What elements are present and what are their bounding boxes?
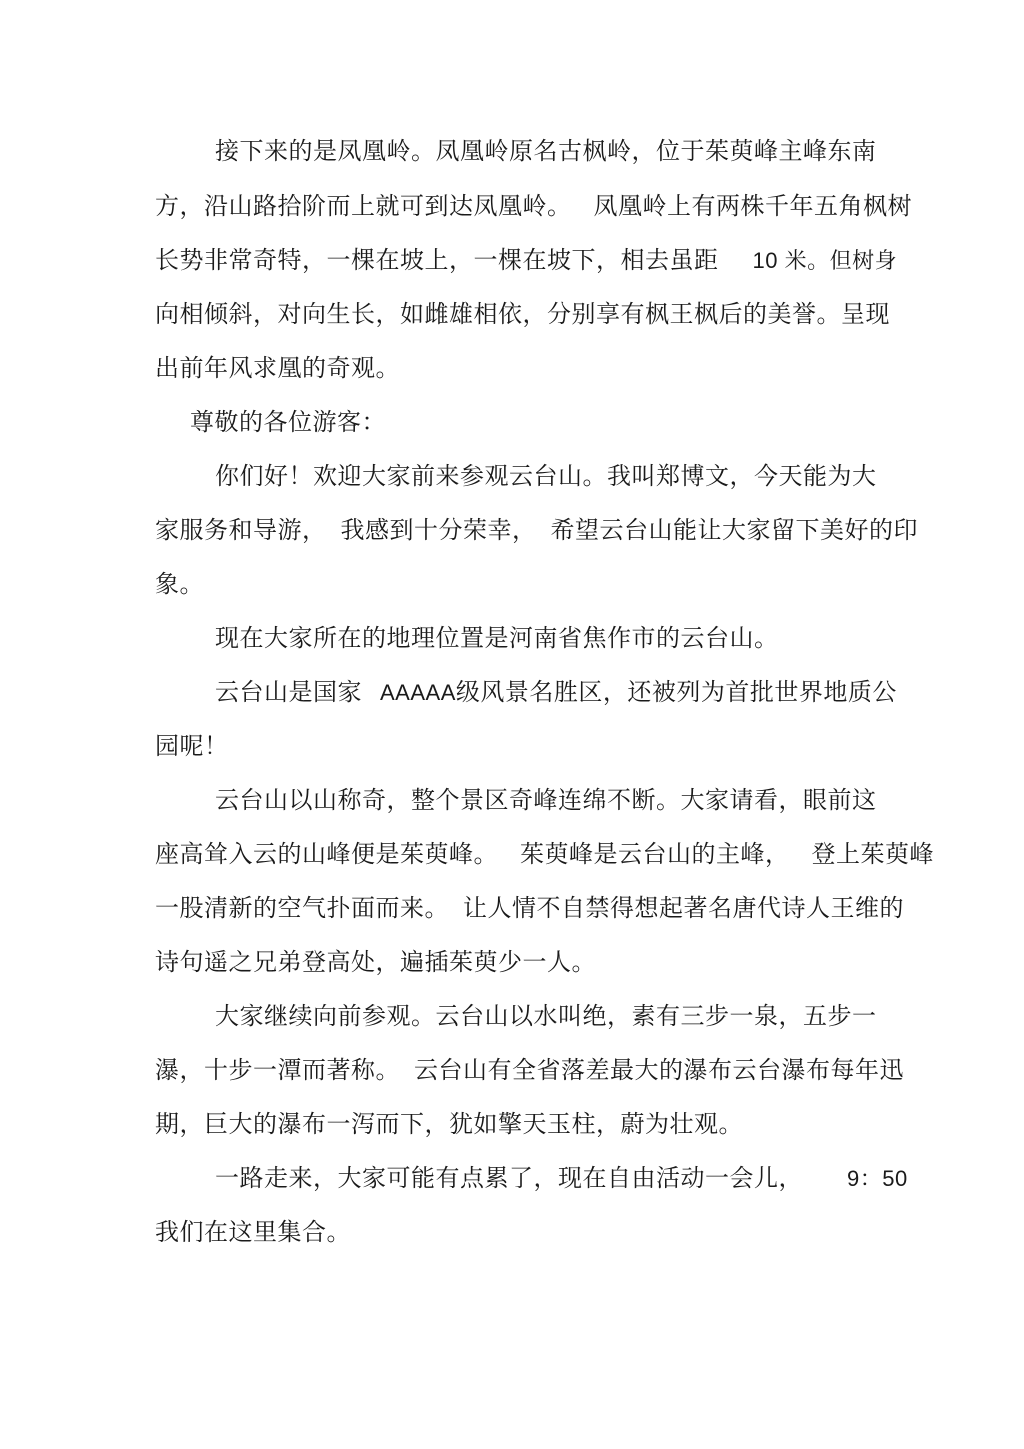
- text-span: 出前年风求凰的奇观。: [155, 354, 400, 382]
- text-span: 大家继续向前参观。云台山以水叫绝，素有三步一泉，五步一: [215, 1002, 877, 1030]
- text-line: [155, 245, 898, 276]
- text-span: 座高耸入云的山峰便是茱萸峰。: [155, 840, 498, 868]
- text-line: [215, 461, 935, 491]
- text-line: [155, 353, 875, 383]
- text-span: 长势非常奇特，一棵在坡上，一棵在坡下，相去虽距: [155, 246, 719, 274]
- text-span: 10 米。但树身: [752, 248, 898, 273]
- text-line: [155, 299, 890, 329]
- text-span: 一股清新的空气扑面而来。: [155, 894, 449, 922]
- text-span: 园呢！: [155, 732, 229, 760]
- text-line: [155, 1217, 875, 1247]
- text-line: [155, 1055, 904, 1085]
- text-span: 方，沿山路拾阶而上就可到达凤凰岭。: [155, 192, 572, 220]
- greeting: [190, 407, 910, 437]
- text-span: 象。: [155, 570, 204, 598]
- text-line: [155, 731, 875, 761]
- text-line: [155, 1109, 875, 1139]
- text-span: 希望云台山能让大家留下美好的印: [550, 516, 918, 544]
- text-span: 我感到十分荣幸，: [340, 516, 537, 544]
- text-span: 瀑，十步一潭而著称。: [155, 1056, 400, 1084]
- text-line: [215, 785, 935, 815]
- text-span: 凤凰岭上有两株千年五角枫树: [593, 192, 912, 220]
- text-span: 一路走来，大家可能有点累了，现在自由活动一会儿，: [215, 1164, 803, 1192]
- text-line: [155, 893, 904, 923]
- text-line: [215, 677, 935, 708]
- text-span: 云台山有全省落差最大的瀑布云台瀑布每年迅: [414, 1056, 904, 1084]
- text-line: [155, 839, 934, 869]
- text-span: 让人情不自禁得想起著名唐代诗人王维的: [463, 894, 904, 922]
- text-span: 现在大家所在的地理位置是河南省焦作市的云台山。: [215, 624, 779, 652]
- text-span: 云台山是国家: [215, 678, 362, 706]
- text-span: 登上茱萸峰: [811, 840, 934, 868]
- text-line: [215, 1163, 935, 1194]
- text-line: [155, 947, 875, 977]
- text-span: 云台山以山称奇，整个景区奇峰连绵不断。大家请看，眼前这: [215, 786, 877, 814]
- text-span: 你们好！欢迎大家前来参观云台山。我叫郑博文，今天能为大: [215, 462, 877, 490]
- text-line: [215, 1001, 935, 1031]
- text-span: 茱萸峰是云台山的主峰，: [520, 840, 790, 868]
- text-span: 诗句遥之兄弟登高处，遍插茱萸少一人。: [155, 948, 596, 976]
- text-span: 9：50: [847, 1166, 908, 1191]
- text-line: [155, 515, 918, 545]
- text-span: 向相倾斜，对向生长，如雌雄相依，分别享有枫王枫后的美誉。呈现: [155, 300, 890, 328]
- text-line: [215, 136, 935, 166]
- text-line: [155, 569, 875, 599]
- text-line: [155, 191, 912, 221]
- text-line: [215, 623, 935, 653]
- text-span: 级风景名胜区，还被列为首批世界地质公: [455, 678, 897, 706]
- text-span: 期，巨大的瀑布一泻而下，犹如擎天玉柱，蔚为壮观。: [155, 1110, 743, 1138]
- text-span: 尊敬的各位游客：: [190, 408, 386, 436]
- text-span: 我们在这里集合。: [155, 1218, 351, 1246]
- text-span: AAAAA: [380, 680, 456, 705]
- text-span: 接下来的是凤凰岭。凤凰岭原名古枫岭，位于茱萸峰主峰东南: [215, 137, 877, 165]
- text-span: 家服务和导游，: [155, 516, 327, 544]
